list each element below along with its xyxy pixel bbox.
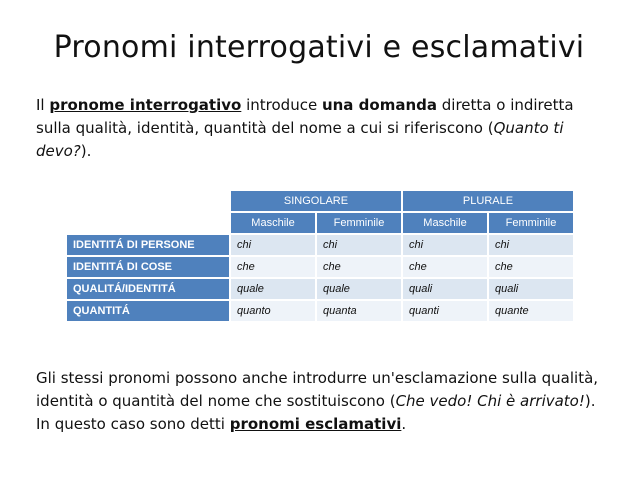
row-label: IDENTITÁ DI COSE — [67, 257, 229, 277]
table-cell: chi — [403, 235, 487, 255]
subheader-maschile-plur: Maschile — [403, 213, 487, 233]
table-cell: quali — [403, 279, 487, 299]
table-cell: chi — [231, 235, 315, 255]
corner-cell — [67, 191, 229, 211]
sub-header-row — [67, 213, 573, 233]
table-cell: quante — [489, 301, 573, 321]
table-cell: chi — [317, 235, 401, 255]
table-cell: chi — [489, 235, 573, 255]
intro-text: ). — [80, 142, 92, 160]
table-cell: quale — [317, 279, 401, 299]
table-row — [67, 235, 573, 255]
intro-text: introduce — [241, 96, 322, 114]
table-cell: che — [403, 257, 487, 277]
exclamative-text: ). In questo caso sono detti — [36, 392, 596, 433]
intro-text: diretta o indiretta sulla qualità, identità, quantità del nome a cui si riferiscono ( — [36, 96, 574, 137]
subheader-maschile-sing: Maschile — [231, 213, 315, 233]
subheader-femminile-sing: Femminile — [317, 213, 401, 233]
table-cell: che — [231, 257, 315, 277]
subheader-femminile-plur: Femminile — [489, 213, 573, 233]
header-plurale: PLURALE — [403, 191, 573, 211]
term-interrogative: pronome interrogativo — [49, 96, 242, 114]
intro-text: Il — [36, 96, 50, 114]
row-label: IDENTITÁ DI PERSONE — [67, 235, 229, 255]
table-cell: che — [317, 257, 401, 277]
example-interrogative: Quanto ti devo? — [36, 119, 564, 160]
example-exclamative: Che vedo! Chi è arrivato! — [395, 392, 585, 410]
table-row — [67, 257, 573, 277]
table-row — [67, 279, 573, 299]
header-singolare: SINGOLARE — [231, 191, 401, 211]
table-cell: che — [489, 257, 573, 277]
row-label: QUANTITÁ — [67, 301, 229, 321]
table-cell: quale — [231, 279, 315, 299]
table-cell: quanto — [231, 301, 315, 321]
term-question: una domanda — [321, 96, 437, 114]
exclamative-paragraph — [36, 367, 606, 436]
table-cell: quali — [489, 279, 573, 299]
corner-cell — [67, 213, 229, 233]
table-row — [67, 301, 573, 321]
table-cell: quanti — [403, 301, 487, 321]
exclamative-text: . — [401, 415, 407, 433]
exclamative-text: Gli stessi pronomi possono anche introdurre un'esclamazione sulla qualità, identità o quantità del nome che sostituiscono ( — [36, 369, 599, 410]
table-cell: quanta — [317, 301, 401, 321]
pronoun-table — [65, 189, 575, 323]
term-exclamative: pronomi esclamativi — [229, 415, 402, 433]
intro-paragraph — [36, 94, 606, 163]
row-label: QUALITÁ/IDENTITÁ — [67, 279, 229, 299]
page-title: Pronomi interrogativi e esclamativi — [53, 30, 585, 65]
group-header-row — [67, 191, 573, 211]
